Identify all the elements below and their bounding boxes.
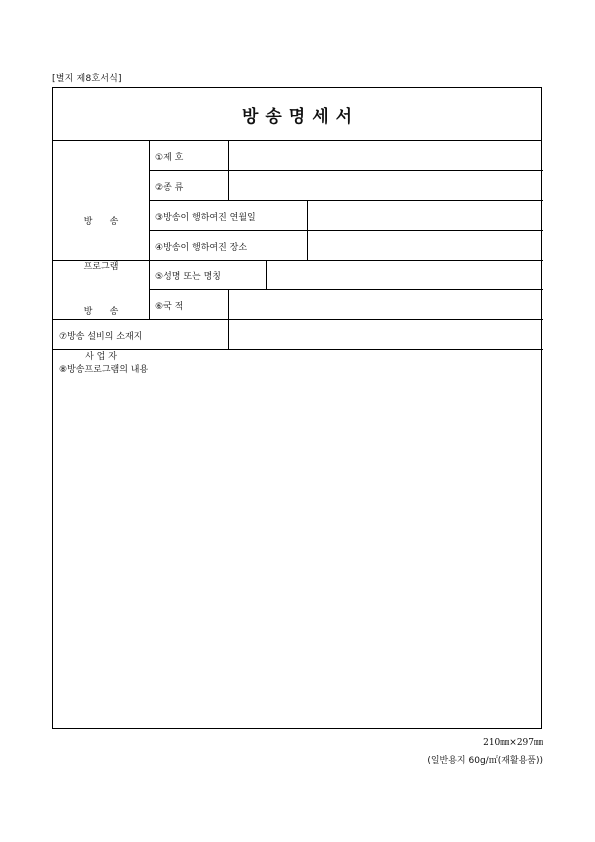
broadcast-place-label: ④방송이 행하여진 장소 bbox=[155, 243, 248, 253]
paper-size-note: 210㎜×297㎜ bbox=[483, 738, 543, 748]
broadcaster-group-line1: 방 송 bbox=[83, 307, 119, 317]
paper-type-note: (일반용지 60g/㎡(재활용품)) bbox=[427, 756, 543, 766]
equipment-location-label: ⑦방송 설비의 소재지 bbox=[59, 332, 143, 342]
genre-input-area[interactable] bbox=[229, 171, 542, 200]
broadcast-date-label: ③방송이 행하여진 연월일 bbox=[155, 213, 256, 223]
title-box bbox=[53, 88, 541, 141]
form-title: 방송명세서 bbox=[241, 106, 360, 127]
column-divider bbox=[149, 140, 150, 319]
program-group-line2: 프로그램 bbox=[83, 262, 119, 272]
nationality-input-area[interactable] bbox=[229, 290, 542, 319]
broadcaster-group-line2: 사 업 자 bbox=[85, 352, 117, 362]
broadcast-date-input-area[interactable] bbox=[308, 201, 542, 230]
name-field-label: ⑤성명 또는 명칭 bbox=[155, 272, 221, 282]
program-group-line1: 방 송 bbox=[83, 217, 119, 227]
name-input-area[interactable] bbox=[267, 261, 542, 289]
nationality-field-label: ⑥국 적 bbox=[155, 302, 184, 312]
form-frame bbox=[52, 87, 542, 729]
broadcast-place-input-area[interactable] bbox=[308, 231, 542, 260]
equipment-location-input-area[interactable] bbox=[229, 320, 542, 349]
form-number-label: [별지 제8호서식] bbox=[52, 74, 122, 84]
program-content-label: ⑧방송프로그램의 내용 bbox=[59, 365, 149, 375]
program-content-input-area[interactable] bbox=[54, 378, 542, 728]
title-field-label: ①제 호 bbox=[155, 153, 184, 163]
genre-field-label: ②종 류 bbox=[155, 183, 184, 193]
title-input-area[interactable] bbox=[229, 141, 542, 170]
